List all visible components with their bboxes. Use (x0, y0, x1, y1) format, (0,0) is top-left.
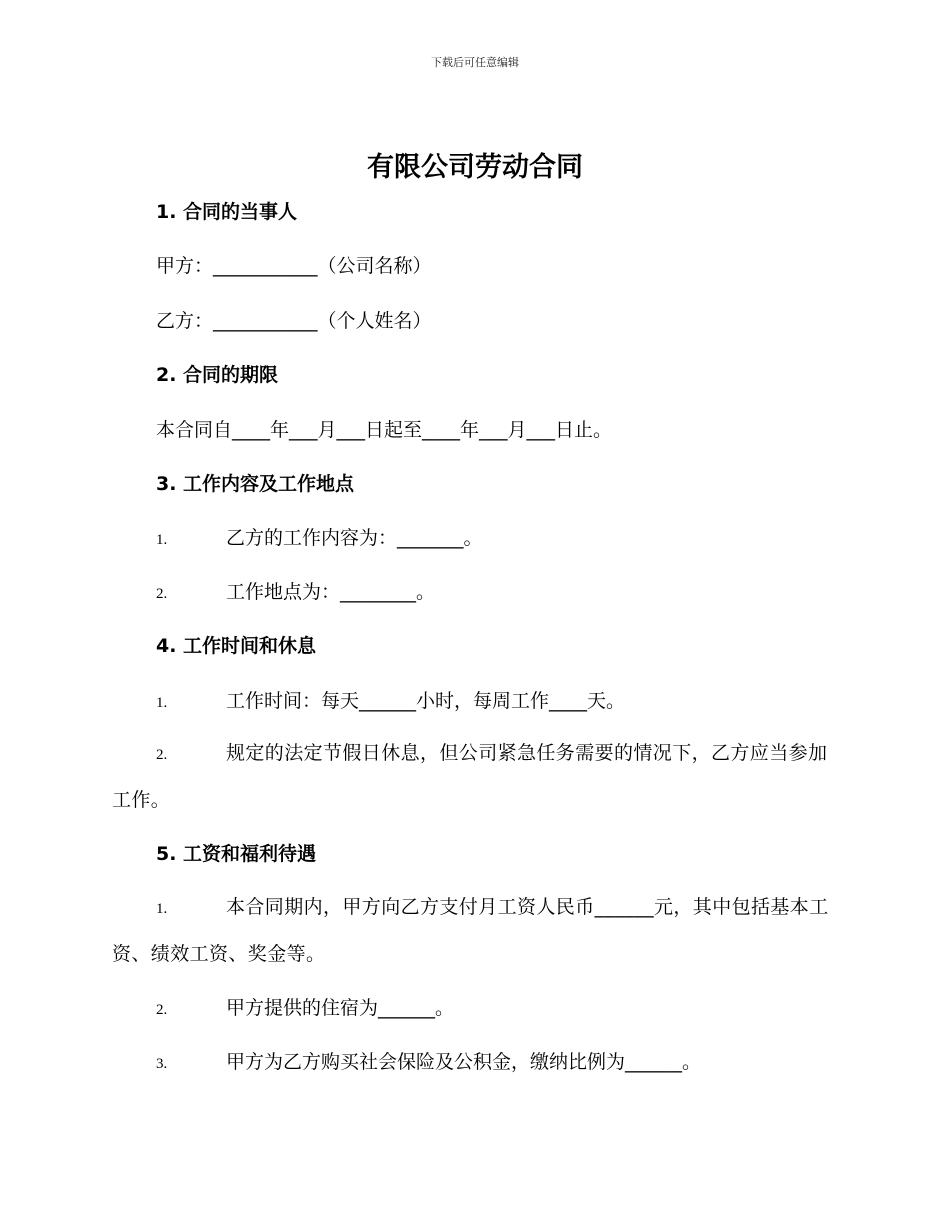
section-heading-term: 2. 合同的期限 (156, 364, 279, 386)
document-title: 有限公司劳动合同 (367, 152, 583, 183)
item-number: 1. (156, 532, 168, 548)
section-heading-salary: 5. 工资和福利待遇 (156, 843, 317, 865)
item-text: 甲方提供的住宿为______。 (226, 997, 455, 1019)
list-item (156, 578, 435, 608)
item-number: 1. (156, 695, 168, 711)
item-text: 本合同期内，甲方向乙方支付月工资人民币______元，其中包括基本工资、绩效工资、奖金等。 (112, 896, 829, 965)
item-text: 工作地点为：________。 (226, 581, 436, 603)
list-item (156, 994, 454, 1024)
section-heading-job: 3. 工作内容及工作地点 (156, 473, 355, 495)
list-item (112, 885, 837, 977)
list-item (156, 687, 625, 717)
list-item (156, 524, 483, 554)
item-text: 规定的法定节假日休息，但公司紧急任务需要的情况下，乙方应当参加工作。 (112, 742, 828, 811)
item-text: 工作时间：每天______小时，每周工作____天。 (226, 690, 626, 712)
header-note: 下载后可任意编辑 (431, 56, 519, 69)
item-number: 2. (156, 1002, 168, 1018)
party-b-line: 乙方：___________（个人姓名） (156, 310, 432, 332)
list-item (156, 1048, 701, 1078)
party-a-line: 甲方：___________（公司名称） (156, 255, 432, 277)
section-heading-hours: 4. 工作时间和休息 (156, 635, 317, 657)
section-heading-parties: 1. 合同的当事人 (156, 201, 298, 223)
term-line: 本合同自____年___月___日起至____年___月___日止。 (156, 419, 613, 441)
item-number: 2. (156, 586, 168, 602)
item-text: 甲方为乙方购买社会保险及公积金，缴纳比例为______。 (226, 1051, 702, 1073)
item-number: 1. (156, 901, 168, 917)
item-number: 3. (156, 1056, 168, 1072)
item-number: 2. (156, 747, 168, 763)
item-text: 乙方的工作内容为：_______。 (226, 527, 483, 549)
list-item (112, 731, 837, 823)
